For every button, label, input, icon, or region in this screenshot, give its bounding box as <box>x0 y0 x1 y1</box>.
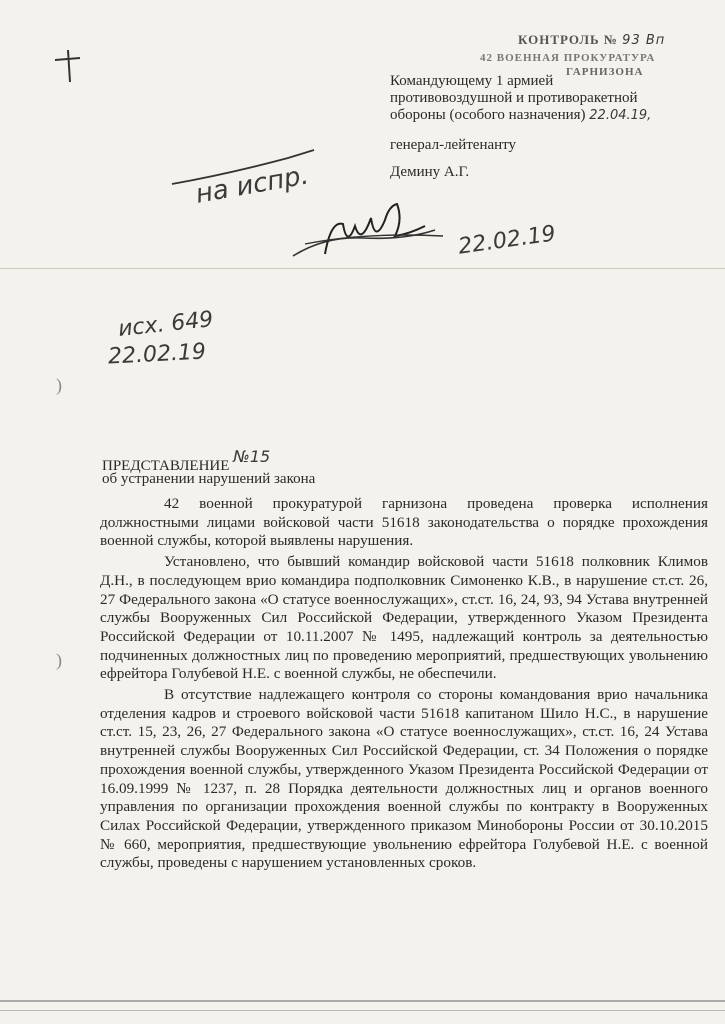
control-stamp-label: КОНТРОЛЬ № <box>518 32 618 47</box>
control-stamp-number: 93 Вп <box>622 33 666 48</box>
signature-date: 22.02.19 <box>456 221 558 260</box>
stamp-prosecution: 42 ВОЕННАЯ ПРОКУРАТУРА <box>480 52 656 64</box>
document-number: №15 <box>233 447 271 466</box>
outgoing-number: исх. 649 <box>116 307 215 342</box>
body-paragraph: В отсутствие надлежащего контроля со стороны командования врио начальника отделения кадров и строевого войсковой части 51618 капитаном Шило Н.С., в нарушение ст.ст. 15, 23, 26, 27 Федерального закона «О статусе военнослужащих», ст.ст. 16, 24 Устава внутренней службы Вооруженных Сил Российской Федерации, ст. 34 Положения о порядке прохождения военной службы, утвержденного Указом Президента Российской Федерации от 16.09.1999 № 1237, п. 28 Порядка деятельности должностных лиц и органов военного управления по организации прохождения военной службы по контракту в Вооруженных Силах Российской Федерации, утвержденного приказом Минобороны России от 30.10.2015 № 660, мероприятия, предшествующие увольнению ефрейтора Голубевой Н.Е. с военной службы, проведены с нарушением установленных сроков. <box>100 686 708 872</box>
scan-artifact <box>0 1000 725 1002</box>
binding-mark-icon: ) <box>56 375 62 395</box>
resolution-handwriting: на испр. <box>193 160 312 210</box>
document-subtitle: об устранении нарушений закона <box>102 471 316 487</box>
addressee-block <box>390 73 651 124</box>
addressee-line3: обороны (особого назначения) 22.04.19, <box>390 107 652 123</box>
scan-artifact <box>0 1010 725 1011</box>
addressee-handwritten-date: 22.04.19, <box>589 108 652 123</box>
binding-mark-icon: ) <box>56 650 62 670</box>
body-paragraph: Установлено, что бывший командир войсковой части 51618 полковник Климов Д.Н., в последующем врио командира подполковник Симоненко К.В., в нарушение ст.ст. 26, 27 Федерального закона «О статусе военнослужащих», ст.ст. 16, 24, 93, 94 Устава внутренней службы Вооруженных Сил Российской Федерации, утвержденного Указом Президента Российской Федерации от 10.11.2007 № 1495, надлежащий контроль за деятельностью подчиненных должностных лиц по проведению мероприятий, предшествующих увольнению ефрейтора Голубевой Н.Е. с военной службы, не обеспечили. <box>100 553 708 683</box>
addressee-line1: Командующему 1 армией <box>390 73 554 89</box>
document-body <box>100 495 708 873</box>
addressee-rank: генерал-лейтенанту <box>390 137 517 153</box>
control-stamp <box>518 32 665 48</box>
signature-icon <box>285 196 450 271</box>
outgoing-date: 22.02.19 <box>107 339 207 370</box>
document-title: ПРЕДСТАВЛЕНИЕ №15 <box>102 447 271 474</box>
stamp-garrison: ГАРНИЗОНА <box>566 66 644 78</box>
addressee-line2: противовоздушной и противоракетной <box>390 90 638 106</box>
cross-mark-icon <box>52 48 82 84</box>
addressee-name: Демину А.Г. <box>390 164 470 180</box>
body-paragraph: 42 военной прокуратурой гарнизона проведена проверка исполнения должностными лицами войсковой части 51618 законодательства о порядке прохождения военной службы, которой выявлены нарушения. <box>100 495 708 550</box>
